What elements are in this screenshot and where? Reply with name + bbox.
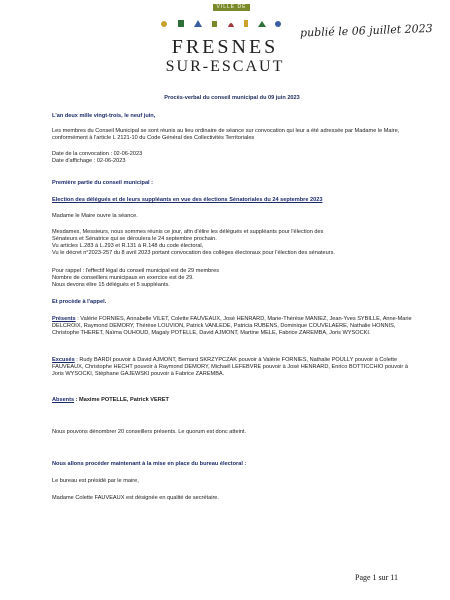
town-name: FRESNES	[171, 36, 279, 58]
intro-paragraph: Les membres du Conseil Municipal se sont réunis au lieu ordinaire de séance sur convocation qui leur a été adressée par Madame le Maire, conformément à l'article L 2121-10 du Code Général des Collectivités Territoriales	[52, 128, 400, 142]
presents-paragraph	[52, 316, 412, 337]
bureau-heading: Nous allons procéder maintenant à la mise en place du bureau électoral :	[52, 461, 247, 467]
ville-de-label: VILLE DE	[216, 4, 247, 10]
excuses-label: Excusés	[52, 357, 75, 363]
mesdames-line-2: Sénateurs et Sénatrice qui se déroulera le 24 septembre prochain.	[52, 236, 217, 242]
excuses-paragraph	[52, 357, 412, 378]
rappel-line-3: Nous devons élire 15 délégués et 5 suppléants.	[52, 282, 170, 288]
absents-label: Absents	[52, 397, 75, 403]
town-logo-icons	[158, 17, 290, 29]
page-number: Page 1 sur 11	[355, 573, 399, 582]
logo-banner	[158, 4, 288, 12]
presents-text: : Valérie FORNIES, Annabelle VILET, Colette FAUVEAUX, José HENRARD, Marie-Thérèse MANIEZ, Jean-Yves SYBILLE, Anne-Marie DELCROIX, Raymond DEMORY, Thérèse LOUVION, Patrick VANLEDE, Patricia RUBENS, Dominique COUVELAERE, Nathalie HONNIS, Christophe THERET, Naïma OUHOUD, Magaly POTELLE, David AJMONT, Martine MELE, Fabrice ZAREMBA, Joris WYSOCKI.	[52, 316, 412, 337]
convocation-date: Date de la convocation : 02-06-2023	[52, 151, 143, 157]
mesdames-line-1: Mesdames, Messieurs, nous sommes réunis ce jour, afin d'élire les délégués et suppléants pour l'élection des	[52, 229, 324, 235]
affichage-date: Date d'affichage : 02-06-2023	[52, 158, 126, 164]
appel-heading: Et procède à l'appel.	[52, 299, 107, 305]
town-subname: SUR-ESCAUT	[165, 58, 285, 75]
part1-heading: Première partie du conseil municipal :	[52, 180, 154, 186]
absents-text: : Maxime POTELLE, Patrick VERET	[74, 397, 169, 403]
quorum-statement: Nous pouvons dénombrer 20 conseillers présents. Le quorum est donc atteint.	[52, 429, 247, 435]
mesdames-line-4: Vu le décret n°2023-257 du 8 avril 2023 portant convocation des collèges électoraux pour l'élection des sénateurs.	[52, 250, 335, 256]
excuses-text: : Rudy BARDI pouvoir à David AJMONT, Bernard SKRZYPCZAK pouvoir à Valérie FORNIES, Nathalie POULLY pouvoir à Colette FAUVEAUX, Christophe HECHT pouvoir à Raymond DEMORY, Michaël LEFEBVRE pouvoir à José HENRARD, Enrico BOTTICCHIO pouvoir à Joris WYSOCKI, Stéphane GAJEWSKI pouvoir à Fabrice ZAREMBA.	[52, 357, 408, 378]
maire-ouvre: Madame le Maire ouvre la séance.	[52, 213, 138, 219]
logo-pictograms-icon	[158, 17, 290, 29]
intro-date: L'an deux mille vingt-trois, le neuf juin,	[52, 113, 156, 119]
presents-label: Présents	[52, 316, 76, 322]
rappel-line-2: Nombre de conseillers municipaux en exercice est de 29.	[52, 275, 194, 281]
document-title: Procès-verbal du conseil municipal du 09 juin 2023	[164, 95, 300, 101]
mesdames-line-3: Vu articles L.283 à L.293 et R.131 à R.148 du code électoral,	[52, 243, 204, 249]
absents-paragraph	[52, 397, 412, 404]
bureau-preside: Le bureau est présidé par le maire,	[52, 478, 139, 484]
rappel-line-1: Pour rappel : l'effectif légal du conseil municipal est de 29 membres	[52, 268, 220, 274]
ville-de-box	[213, 4, 250, 11]
election-heading: Election des délégués et de leurs suppléants en vue des élections Sénatoriales du 24 septembre 2023	[52, 197, 323, 203]
secretaire-designation: Madame Colette FAUVEAUX est désignée en qualité de secrétaire.	[52, 495, 219, 501]
handwritten-publication-note: publié le 06 juillet 2023	[299, 21, 433, 40]
